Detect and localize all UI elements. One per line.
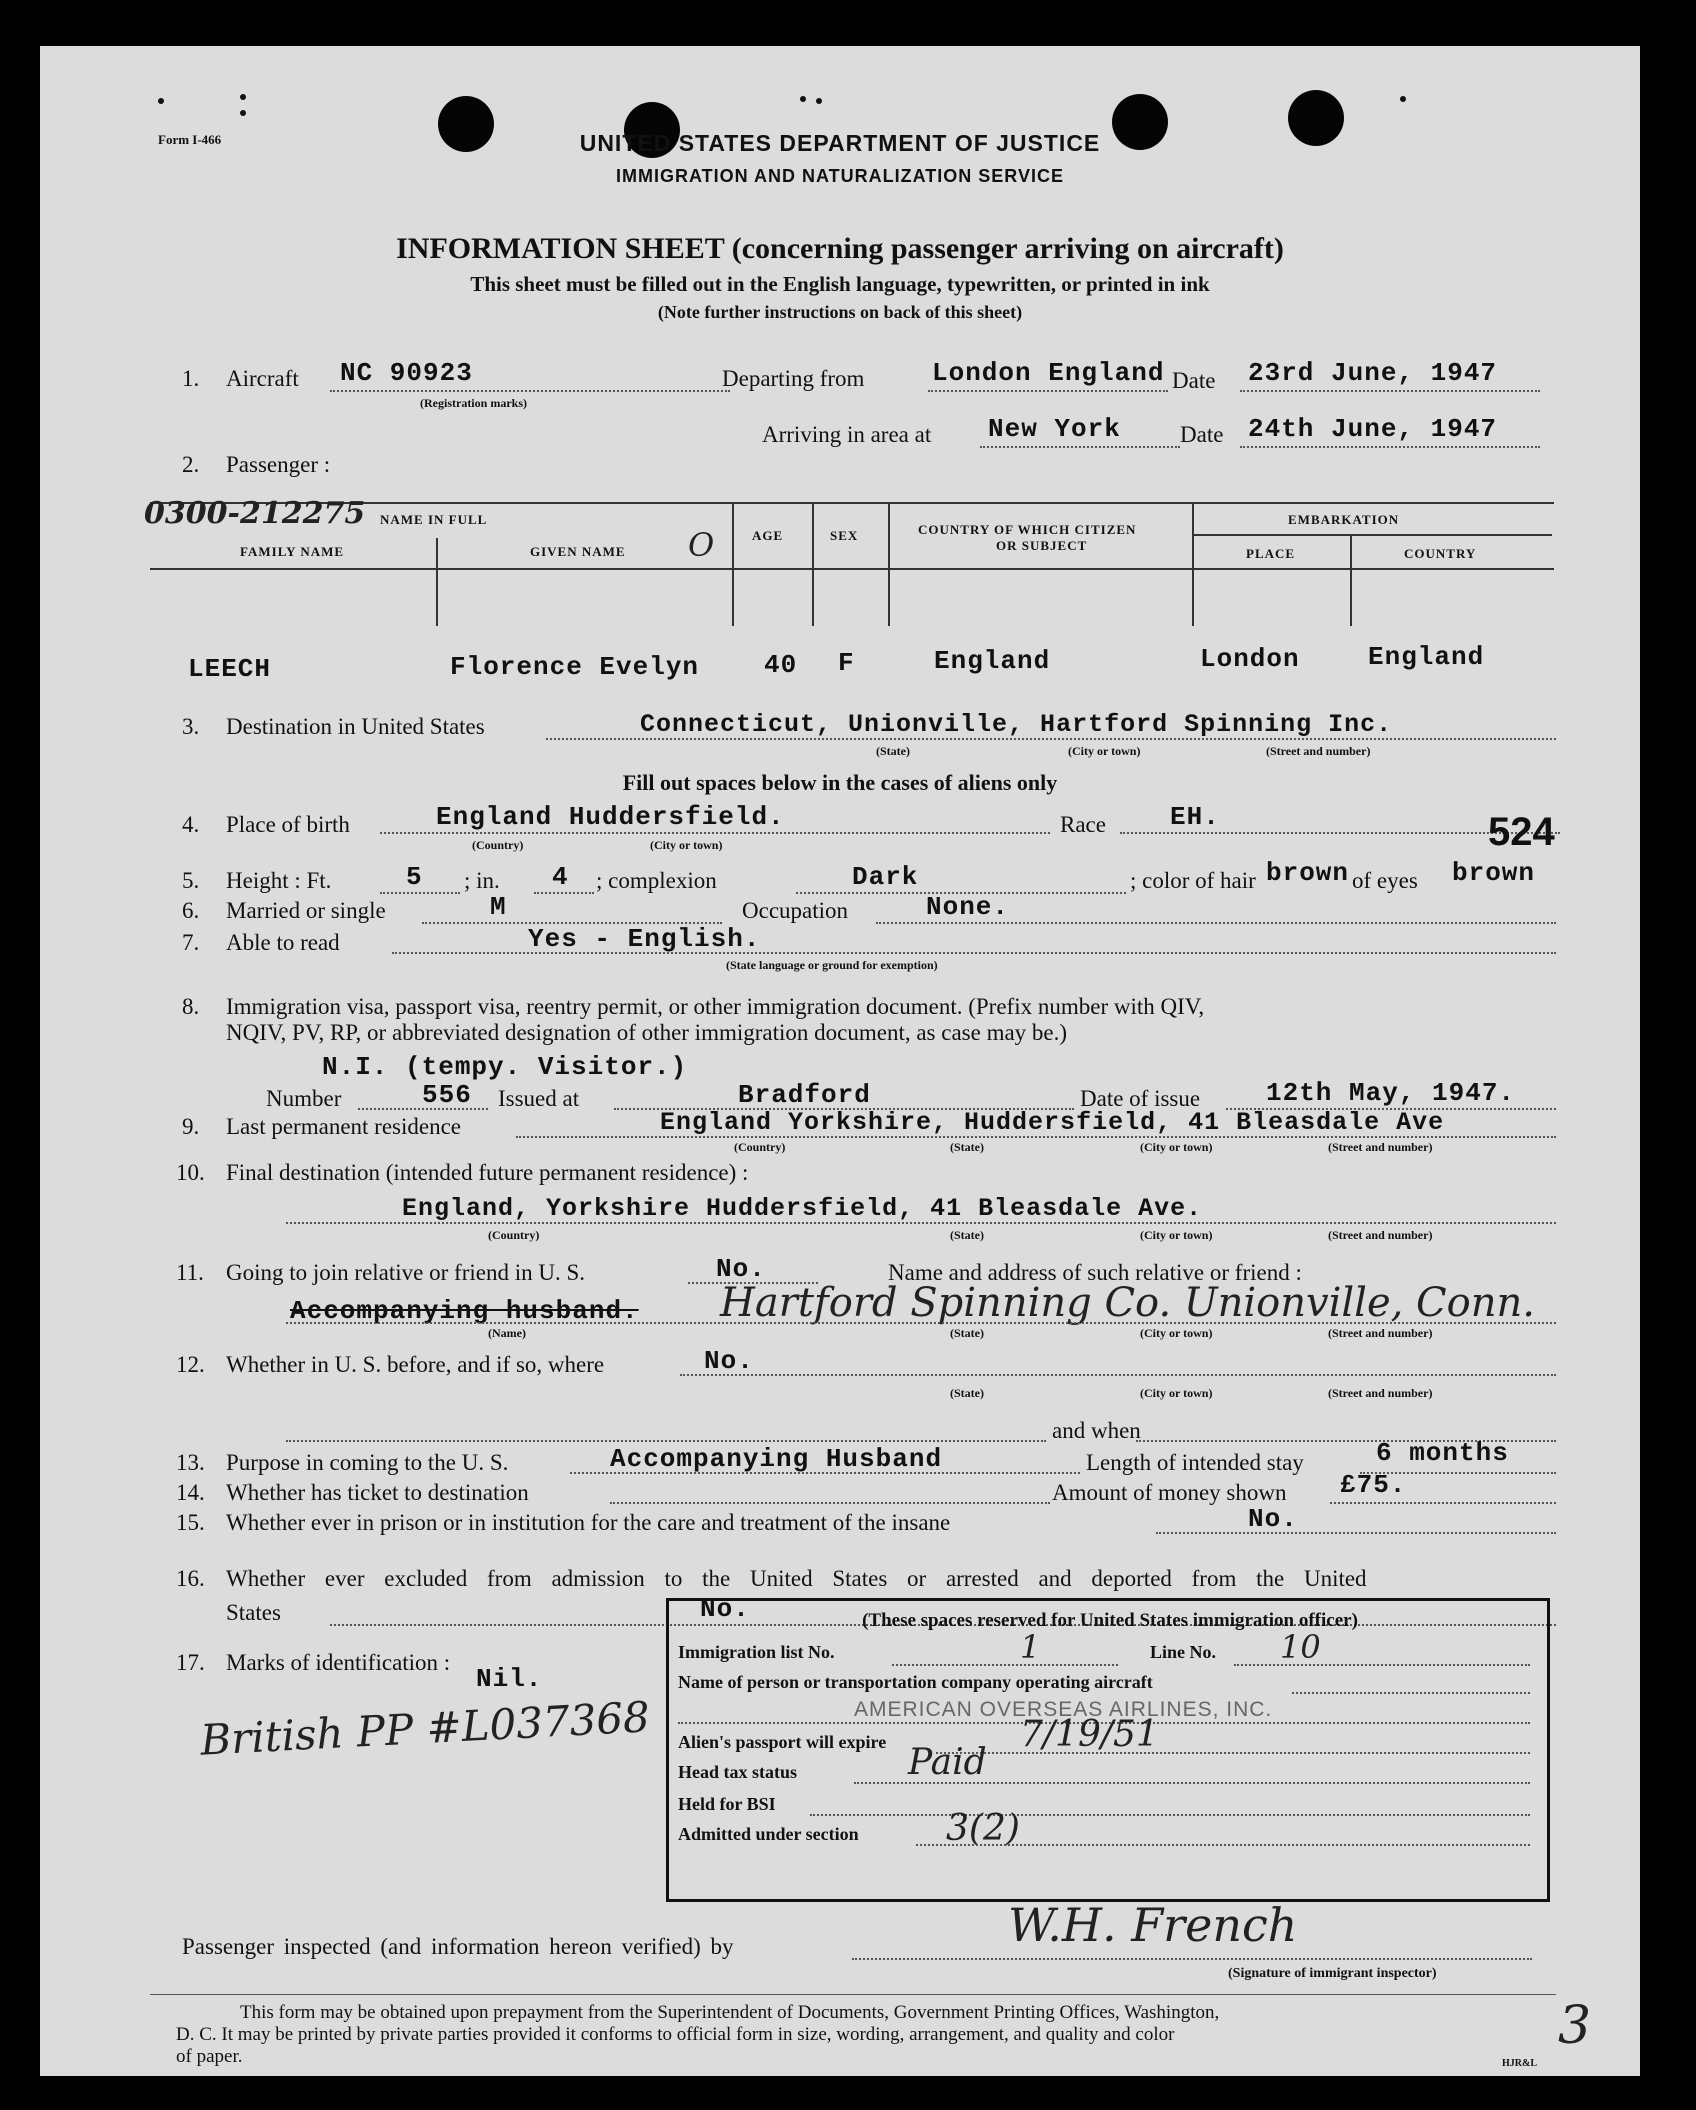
embark-rule <box>1192 534 1552 536</box>
col-divider <box>1192 502 1194 626</box>
dotted-line <box>876 922 1556 924</box>
complexion-value: Dark <box>852 862 919 892</box>
money-value: £75. <box>1340 1470 1407 1500</box>
city-caption: (City or town) <box>1068 744 1141 758</box>
item-number: 1. <box>182 366 200 391</box>
item-number: 17. <box>176 1650 205 1675</box>
operator-label: Name of person or transportation company operating aircraft <box>678 1672 1153 1692</box>
family-name-value: LEECH <box>188 654 272 684</box>
speck-icon <box>800 96 806 102</box>
departing-value: London England <box>932 358 1165 388</box>
city-caption: (City or town) <box>1140 1386 1213 1400</box>
race-label: Race <box>1060 812 1106 837</box>
dotted-line <box>852 1958 1532 1960</box>
speck-icon <box>816 98 822 104</box>
immigration-list-value: 1 <box>1020 1628 1041 1666</box>
table-header-rule <box>150 568 1554 570</box>
relative-address-handwritten: Hartford Spinning Co. Unionville, Conn. <box>720 1280 1535 1326</box>
arriving-value: New York <box>988 414 1121 444</box>
marks-label: Marks of identification : <box>226 1650 451 1675</box>
city-caption: (City or town) <box>1140 1326 1213 1340</box>
birth-label: Place of birth <box>226 812 350 837</box>
place-header: PLACE <box>1246 546 1296 561</box>
dotted-line <box>1292 1692 1530 1694</box>
aircraft-value: NC 90923 <box>340 358 473 388</box>
dotted-line <box>286 1440 1046 1442</box>
dotted-line <box>546 738 1556 740</box>
col-divider <box>436 538 438 626</box>
sheet-title: INFORMATION SHEET (concerning passenger arriving on aircraft) <box>396 232 1284 265</box>
name-in-full-header: NAME IN FULL <box>380 512 488 527</box>
inspected-label: Passenger inspected (and information hereon verified) by <box>182 1934 734 1959</box>
eyes-label: of eyes <box>1352 868 1418 893</box>
item-number: 2. <box>182 452 200 477</box>
state-caption: (State) <box>950 1386 984 1400</box>
ticket-label: Whether has ticket to destination <box>226 1480 529 1505</box>
dotted-line <box>286 1322 1556 1324</box>
given-name-mark: O <box>688 526 715 564</box>
line-no-label: Line No. <box>1150 1642 1217 1662</box>
height-ft-value: 5 <box>406 862 423 892</box>
file-number-handwritten: 0300-212275 <box>144 496 366 531</box>
street-caption: (Street and number) <box>1328 1326 1433 1340</box>
street-caption: (Street and number) <box>1266 744 1371 758</box>
before-label: Whether in U. S. before, and if so, where <box>226 1352 605 1377</box>
dotted-line <box>936 1752 1530 1754</box>
passport-note-handwritten: British PP #L037368 <box>199 1692 651 1765</box>
city-caption: (City or town) <box>650 838 723 852</box>
footer-line-2: D. C. It may be printed by private parties provided it conforms to official form in size, wording, arrangement, and quality and color <box>176 2024 1175 2045</box>
dotted-line <box>286 1222 1556 1224</box>
admitted-label: Admitted under section <box>678 1824 859 1844</box>
country-caption: (Country) <box>488 1228 540 1242</box>
embark-place-value: London <box>1200 644 1300 674</box>
held-bsi-label: Held for BSI <box>678 1794 776 1814</box>
departing-label: Departing from <box>722 366 865 391</box>
stay-value: 6 months <box>1376 1438 1509 1468</box>
destination-value: Connecticut, Unionville, Hartford Spinning Inc. <box>640 710 1393 739</box>
read-label: Able to read <box>226 930 340 955</box>
officer-box-heading: (These spaces reserved for United States immigration officer) <box>862 1610 1358 1631</box>
dotted-line <box>980 446 1180 448</box>
excluded-value: No. <box>700 1594 750 1624</box>
form-number: Form I-466 <box>158 132 222 147</box>
purpose-value: Accompanying Husband <box>610 1444 943 1474</box>
operator-stamp: AMERICAN OVERSEAS AIRLINES, INC. <box>854 1698 1273 1721</box>
height-in-label: ; in. <box>464 868 500 893</box>
passport-expire-label: Alien's passport will expire <box>678 1732 887 1752</box>
state-caption: (State) <box>876 744 910 758</box>
departure-date-value: 23rd June, 1947 <box>1248 358 1498 388</box>
issued-at-value: Bradford <box>738 1080 871 1110</box>
arrival-date-value: 24th June, 1947 <box>1248 414 1498 444</box>
city-caption: (City or town) <box>1140 1140 1213 1154</box>
item-number: 3. <box>182 714 200 739</box>
married-value: M <box>490 892 507 922</box>
dotted-line <box>380 832 1050 834</box>
arriving-label: Arriving in area at <box>762 422 932 447</box>
dotted-line <box>392 952 1556 954</box>
footer-line-3: of paper. <box>176 2046 243 2067</box>
excluded-label-1: Whether ever excluded from admission to the United States or arrested and deported from the United <box>226 1566 1367 1591</box>
line-no-value: 10 <box>1280 1628 1321 1666</box>
money-label: Amount of money shown <box>1052 1480 1287 1505</box>
speck-icon <box>158 98 164 104</box>
read-value: Yes - English. <box>528 924 761 954</box>
item-number: 6. <box>182 898 200 923</box>
destination-label: Destination in United States <box>226 714 485 739</box>
dotted-line <box>1156 1532 1556 1534</box>
country-header: COUNTRY <box>1404 546 1477 561</box>
inspector-signature: W.H. French <box>1008 1898 1298 1952</box>
city-caption: (City or town) <box>1140 1228 1213 1242</box>
married-label: Married or single <box>226 898 386 923</box>
street-caption: (Street and number) <box>1328 1228 1433 1242</box>
dotted-line <box>916 1844 1530 1846</box>
street-caption: (Street and number) <box>1328 1140 1433 1154</box>
complexion-label: ; complexion <box>596 868 717 893</box>
final-label: Final destination (intended future permanent residence) : <box>226 1160 749 1185</box>
col-divider <box>812 502 814 626</box>
passenger-label: Passenger : <box>226 452 331 477</box>
dotted-line <box>358 1108 488 1110</box>
family-name-header: FAMILY NAME <box>240 544 345 559</box>
issued-at-label: Issued at <box>498 1086 580 1111</box>
visa-label-2: NQIV, PV, RP, or abbreviated designation of other immigration document, as case may be.) <box>226 1020 1068 1045</box>
print-code: HJR&L <box>1502 2058 1537 2069</box>
eyes-value: brown <box>1452 858 1536 888</box>
department-title: UNITED STATES DEPARTMENT OF JUSTICE <box>579 130 1101 156</box>
head-tax-label: Head tax status <box>678 1762 798 1782</box>
excluded-label-2: States <box>226 1600 281 1625</box>
document-page <box>40 46 1640 2076</box>
page-number-stamp: 524 <box>1488 810 1555 854</box>
marks-value: Nil. <box>476 1664 543 1694</box>
dotted-line <box>928 390 1168 392</box>
col-divider <box>888 502 890 626</box>
footer-rule <box>150 1994 1556 1995</box>
purpose-label: Purpose in coming to the U. S. <box>226 1450 509 1475</box>
before-value: No. <box>704 1346 754 1376</box>
dotted-line <box>516 1136 1556 1138</box>
sex-value: F <box>838 648 855 678</box>
departure-date-label: Date <box>1172 368 1216 393</box>
aliens-only-heading: Fill out spaces below in the cases of aliens only <box>622 770 1058 795</box>
head-tax-value: Paid <box>908 1742 987 1783</box>
item-number: 9. <box>182 1114 200 1139</box>
item-number: 13. <box>176 1450 205 1475</box>
final-value: England, Yorkshire Huddersfield, 41 Bleasdale Ave. <box>402 1194 1203 1223</box>
page-mark-handwritten: 3 <box>1558 1996 1592 2056</box>
item-number: 7. <box>182 930 200 955</box>
item-number: 11. <box>176 1260 204 1285</box>
join-value: No. <box>716 1254 766 1284</box>
age-header: AGE <box>752 528 784 543</box>
citizen-header-1: COUNTRY OF WHICH CITIZEN <box>918 522 1137 537</box>
height-in-value: 4 <box>552 862 569 892</box>
age-value: 40 <box>764 650 798 680</box>
given-name-value: Florence Evelyn <box>450 652 700 682</box>
passport-expire-value: 7/19/51 <box>1020 1714 1159 1755</box>
signature-caption: (Signature of immigrant inspector) <box>1228 1966 1437 1981</box>
occupation-value: None. <box>926 892 1010 922</box>
language-caption: (State language or ground for exemption) <box>726 958 938 972</box>
street-caption: (Street and number) <box>1328 1386 1433 1400</box>
item-number: 15. <box>176 1510 205 1535</box>
issue-date-value: 12th May, 1947. <box>1266 1078 1516 1108</box>
join-label: Going to join relative or friend in U. S. <box>226 1260 585 1285</box>
dotted-line <box>570 1472 1080 1474</box>
speck-icon <box>240 110 246 116</box>
dotted-line <box>330 390 730 392</box>
item-number: 16. <box>176 1566 205 1591</box>
state-caption: (State) <box>950 1140 984 1154</box>
prison-value: No. <box>1248 1504 1298 1534</box>
dotted-line <box>380 892 460 894</box>
visa-label-1: Immigration visa, passport visa, reentry permit, or other immigration document. (Prefix number with QIV, <box>226 994 1205 1019</box>
arrival-date-label: Date <box>1180 422 1224 447</box>
dotted-line <box>1234 1664 1530 1666</box>
issue-date-label: Date of issue <box>1080 1086 1201 1111</box>
race-value: EH. <box>1170 802 1220 832</box>
aircraft-caption: (Registration marks) <box>420 396 527 410</box>
dotted-line <box>892 1664 1118 1666</box>
country-caption: (Country) <box>472 838 524 852</box>
speck-icon <box>240 94 246 100</box>
sheet-subtitle: This sheet must be filled out in the English language, typewritten, or printed in ink <box>470 272 1210 296</box>
country-caption: (Country) <box>734 1140 786 1154</box>
hair-label: ; color of hair <box>1130 868 1256 893</box>
item-number: 5. <box>182 868 200 893</box>
dotted-line <box>1240 390 1540 392</box>
hair-value: brown <box>1266 858 1350 888</box>
given-name-header: GIVEN NAME <box>530 544 626 559</box>
dotted-line <box>680 1374 1556 1376</box>
visa-number-value: 556 <box>422 1080 472 1110</box>
col-divider <box>732 502 734 626</box>
prison-label: Whether ever in prison or in institution for the care and treatment of the insane <box>226 1510 951 1535</box>
immigration-list-label: Immigration list No. <box>678 1642 835 1662</box>
occupation-label: Occupation <box>742 898 849 923</box>
and-when-label: and when <box>1052 1418 1141 1443</box>
item-number: 8. <box>182 994 200 1019</box>
speck-icon <box>1400 96 1406 102</box>
item-number: 14. <box>176 1480 205 1505</box>
dotted-line <box>854 1782 1530 1784</box>
footer-line-1: This form may be obtained upon prepayment from the Superintendent of Documents, Government Printing Offices, Washington, <box>240 2002 1220 2023</box>
residence-label: Last permanent residence <box>226 1114 461 1139</box>
state-caption: (State) <box>950 1326 984 1340</box>
col-divider <box>1350 534 1352 626</box>
birth-value: England Huddersfield. <box>436 802 785 832</box>
sheet-note: (Note further instructions on back of this sheet) <box>657 302 1023 322</box>
citizen-value: England <box>934 646 1051 676</box>
aircraft-label: Aircraft <box>226 366 299 391</box>
residence-value: England Yorkshire, Huddersfield, 41 Bleasdale Ave <box>660 1108 1445 1137</box>
sex-header: SEX <box>830 528 859 543</box>
state-caption: (State) <box>950 1228 984 1242</box>
stay-label: Length of intended stay <box>1086 1450 1304 1475</box>
dotted-line <box>1330 1502 1556 1504</box>
item-number: 10. <box>176 1160 205 1185</box>
height-ft-label: Height : Ft. <box>226 868 332 893</box>
service-title: IMMIGRATION AND NATURALIZATION SERVICE <box>616 166 1064 186</box>
dotted-line <box>534 892 594 894</box>
name-caption: (Name) <box>488 1326 526 1340</box>
dotted-line <box>1240 446 1540 448</box>
embarkation-header: EMBARKATION <box>1288 512 1400 527</box>
embark-country-value: England <box>1368 642 1485 672</box>
citizen-header-2: OR SUBJECT <box>996 538 1088 553</box>
dotted-line <box>610 1502 1050 1504</box>
relative-label: Name and address of such relative or friend : <box>888 1260 1302 1285</box>
item-number: 12. <box>176 1352 205 1377</box>
visa-number-label: Number <box>266 1086 342 1111</box>
admitted-value: 3(2) <box>946 1808 1020 1849</box>
visa-type-value: N.I. (tempy. Visitor.) <box>322 1052 688 1082</box>
item-number: 4. <box>182 812 200 837</box>
relative-name-value: Accompanying husband. <box>290 1296 639 1326</box>
dotted-line <box>810 1814 1530 1816</box>
